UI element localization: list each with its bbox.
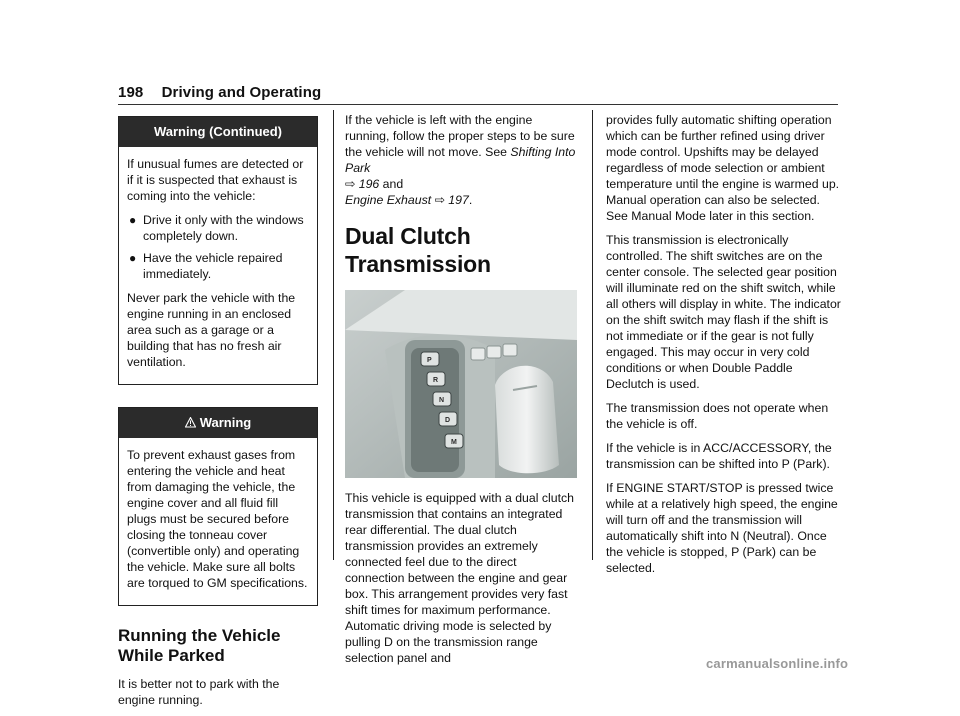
gear-label-m: M <box>451 439 457 446</box>
section-heading-parked: Running the Vehicle While Parked <box>118 626 281 665</box>
warning-triangle-icon <box>185 408 196 438</box>
shift-switch-console-image <box>345 290 577 478</box>
body-paragraph: If the vehicle is in ACC/ACCESSORY, the transmission can be shifted into P (Park). <box>606 441 832 471</box>
page-ref-arrow-icon: ⇨ <box>434 193 445 207</box>
page-ref[interactable]: 197 <box>448 193 469 207</box>
page-number: 198 <box>118 84 144 101</box>
warning-box-continued <box>118 116 318 385</box>
page-ref-arrow-icon: ⇨ <box>345 177 356 191</box>
warning-box-body <box>119 438 317 605</box>
column-rule <box>333 110 334 560</box>
gear-label-p: P <box>427 357 432 364</box>
xref-shifting-into-park[interactable]: Shifting Into Park <box>345 145 576 175</box>
page-ref[interactable]: 196 <box>358 177 380 191</box>
warning-outro: Never park the vehicle with the engine running in an enclosed area such as a garage or a building that has no fresh air ventilation. <box>127 291 296 369</box>
body-paragraph: provides fully automatic shifting operation which can be further refined using driver mode control. Upshifts may be delayed regardless of mode selection or ambient temperature until the engine is warmed up. Manual operation can also be selected. See Manual Mode later in this section. <box>606 113 840 223</box>
watermark: carmanualsonline.info <box>706 656 849 671</box>
gear-label-d: D <box>445 417 451 424</box>
warning-box-body <box>119 147 317 384</box>
section-title: Driving and Operating <box>161 84 322 101</box>
warning-box-title: Warning <box>119 408 317 438</box>
bullet-icon: ● <box>129 213 137 227</box>
bullet-item: ● Drive it only with the windows completely down. <box>129 213 304 243</box>
dual-clutch-paragraph: This vehicle is equipped with a dual clutch transmission that contains an integrated rear differential. The dual clutch transmission provides an extremely connected feel due to the direct connection between the engine and gear box. This arrangement provides very fast shift times for maximum performance. Automatic driving mode is selected by pulling D on the transmission range selection panel and <box>345 491 574 665</box>
warning-bullet-list <box>127 212 309 282</box>
warning-intro: If unusual fumes are detected or if it is suspected that exhaust is coming into the vehicle: <box>127 157 304 203</box>
body-paragraph: The transmission does not operate when the vehicle is off. <box>606 401 829 431</box>
parked-paragraph: It is better not to park with the engine running. <box>118 677 280 707</box>
xref-engine-exhaust[interactable]: Engine Exhaust <box>345 193 432 207</box>
warning-box <box>118 407 318 606</box>
bullet-icon: ● <box>129 251 137 265</box>
header-rule <box>118 104 838 105</box>
column-3 <box>606 112 842 584</box>
running-header <box>118 84 321 101</box>
warning-box-title: Warning (Continued) <box>119 117 317 147</box>
body-paragraph: If ENGINE START/STOP is pressed twice while at a relatively high speed, the engine will turn off and the transmission will automatically shift into N (Neutral). Once the vehicle is stopped, P (Park) can be selected. <box>606 481 838 575</box>
column-2 <box>345 112 579 674</box>
warning-text: To prevent exhaust gases from entering the vehicle and heat from damaging the vehicle, the engine cover and all fluid fill plugs must be secured before closing the tonneau cover (convertible only) and operating the vehicle. Make sure all bolts are torqued to GM specifications. <box>127 448 308 590</box>
section-heading-dual-clutch: Dual Clutch Transmission <box>345 223 491 277</box>
gear-label-n: N <box>439 397 445 404</box>
bullet-item: ● Have the vehicle repaired immediately. <box>129 251 283 281</box>
gear-label-r: R <box>433 377 439 384</box>
column-rule <box>592 110 593 560</box>
intro-paragraph: If the vehicle is left with the engine running, follow the proper steps to be sure the vehicle will not move. See Shifting Into Park ⇨ 196 and Engine Exhaust ⇨ 197. <box>345 113 576 207</box>
body-paragraph: This transmission is electronically controlled. The shift switches are on the center console. The selected gear position will illuminate red on the shift switch, while all others will display in white. The indicator on the shift switch may flash if the shift is not immediate or if the gear is not fully engaged. This may occur in very cold conditions or when Double Paddle Declutch is used. <box>606 233 841 391</box>
column-1 <box>118 116 318 716</box>
